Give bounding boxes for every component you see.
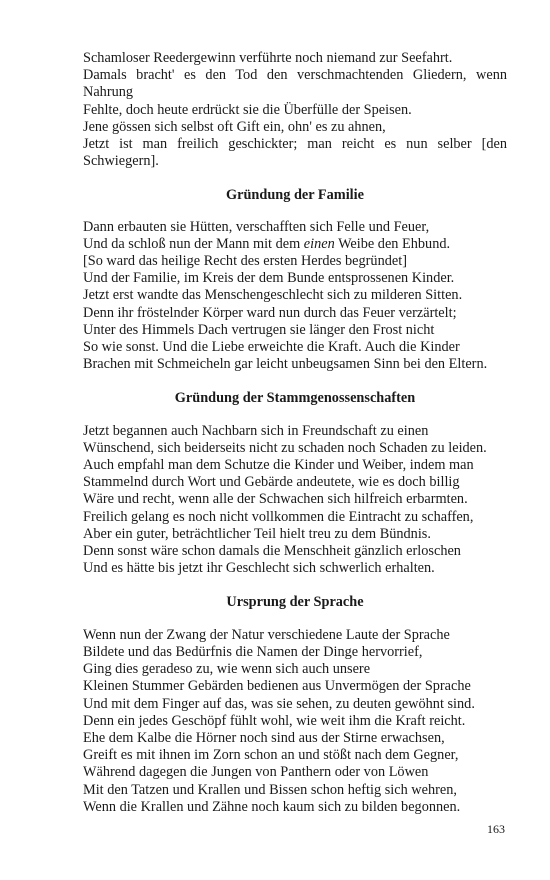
verse-line: Schwiegern].	[83, 153, 159, 170]
section-verses	[83, 423, 507, 578]
verse-line: Wenn die Krallen und Zähne noch kaum sich zu bilden begonnen.	[83, 798, 461, 815]
section-verses	[83, 627, 507, 816]
verse-line: Jene gössen sich selbst oft Gift ein, ohn' es zu ahnen,	[83, 118, 386, 135]
verse-line: Nahrung	[83, 84, 134, 101]
verse-line: Mit den Tatzen und Krallen und Bissen schon heftig sich wehren,	[83, 781, 457, 798]
verse-line: Während dagegen die Jungen von Panthern oder von Löwen	[83, 764, 429, 781]
section-heading: Gründung der Stammgenossenschaften	[174, 390, 416, 407]
verse-line: Greift es mit ihnen im Zorn schon an und stößt nach dem Gegner,	[83, 747, 459, 764]
verse-line: Denn sonst wäre schon damals die Menschheit gänzlich erloschen	[83, 543, 461, 560]
verse-line: Schamloser Reedergewinn verführte noch niemand zur Seefahrt.	[83, 50, 453, 66]
verse-line: Stammelnd durch Wort und Gebärde andeutete, wie es doch billig	[83, 474, 460, 491]
verse-line: Und der Familie, im Kreis der dem Bunde entsprossenen Kinder.	[83, 270, 455, 287]
verse-line: Auch empfahl man dem Schutze die Kinder und Weiber, indem man	[83, 457, 474, 474]
section-heading: Gründung der Familie	[226, 187, 364, 204]
section-verses	[83, 219, 507, 374]
verse-line: Bildete und das Bedürfnis die Namen der Dinge hervorrief,	[83, 643, 423, 660]
verse-line: Denn ein jedes Geschöpf fühlt wohl, wie weit ihm die Kraft reicht.	[83, 712, 466, 729]
verse-line: So wie sonst. Und die Liebe erweichte die Kraft. Auch die Kinder	[83, 339, 460, 356]
verse-line: Und es hätte bis jetzt ihr Geschlecht sich schwerlich erhalten.	[83, 560, 435, 577]
verse-line: Kleinen Stummer Gebärden bedienen aus Unvermögen der Sprache	[83, 678, 471, 695]
intro-verses	[83, 50, 507, 170]
verse-line: Fehlte, doch heute erdrückt sie die Überfülle der Speisen.	[83, 101, 412, 118]
verse-text: Und da schloß nun der Mann mit dem	[83, 235, 304, 252]
emphasized-word: einen	[303, 235, 335, 252]
verse-line: Jetzt begannen auch Nachbarn sich in Freundschaft zu einen	[83, 422, 429, 439]
verse-line: Ging dies geradeso zu, wie wenn sich auch unsere	[83, 661, 371, 678]
verse-line: Brachen mit Schmeicheln gar leicht unbeugsamen Sinn bei den Eltern.	[83, 356, 488, 373]
verse-line: Wäre und recht, wenn alle der Schwachen sich hilfreich erbarmten.	[83, 491, 468, 508]
verse-line: Jetzt ist man freilich geschickter; man reicht es nun selber [den	[83, 136, 507, 153]
verse-line: Jetzt erst wandte das Menschengeschlecht sich zu milderen Sitten.	[83, 287, 463, 304]
section-heading: Ursprung der Sprache	[226, 594, 364, 611]
verse-line: [So ward das heilige Recht des ersten Herdes begründet]	[83, 253, 407, 270]
page-number: 163	[487, 822, 505, 836]
verse-line: Unter des Himmels Dach vertrugen sie länger den Frost nicht	[83, 321, 435, 338]
verse-line: Und mit dem Finger auf das, was sie sehen, zu deuten gewöhnt sind.	[83, 695, 475, 712]
verse-line: Wünschend, sich beiderseits nicht zu schaden noch Schaden zu leiden.	[83, 439, 487, 456]
verse-line: Ehe dem Kalbe die Hörner noch sind aus der Stirne erwachsen,	[83, 729, 445, 746]
verse-line: Wenn nun der Zwang der Natur verschiedene Laute der Sprache	[83, 626, 450, 643]
verse-line: Damals bracht' es den Tod den verschmachtenden Gliedern, wenn	[83, 67, 507, 84]
book-page	[83, 50, 507, 816]
verse-text: Weibe den Ehbund.	[334, 235, 451, 252]
verse-line: Dann erbauten sie Hütten, verschafften sich Felle und Feuer,	[83, 218, 430, 235]
verse-line: Aber ein guter, beträchtlicher Teil hielt treu zu dem Bündnis.	[83, 525, 431, 542]
verse-line	[83, 236, 507, 253]
verse-line: Denn ihr fröstelnder Körper ward nun durch das Feuer verzärtelt;	[83, 304, 457, 321]
verse-line: Freilich gelang es noch nicht vollkommen die Eintracht zu schaffen,	[83, 508, 474, 525]
